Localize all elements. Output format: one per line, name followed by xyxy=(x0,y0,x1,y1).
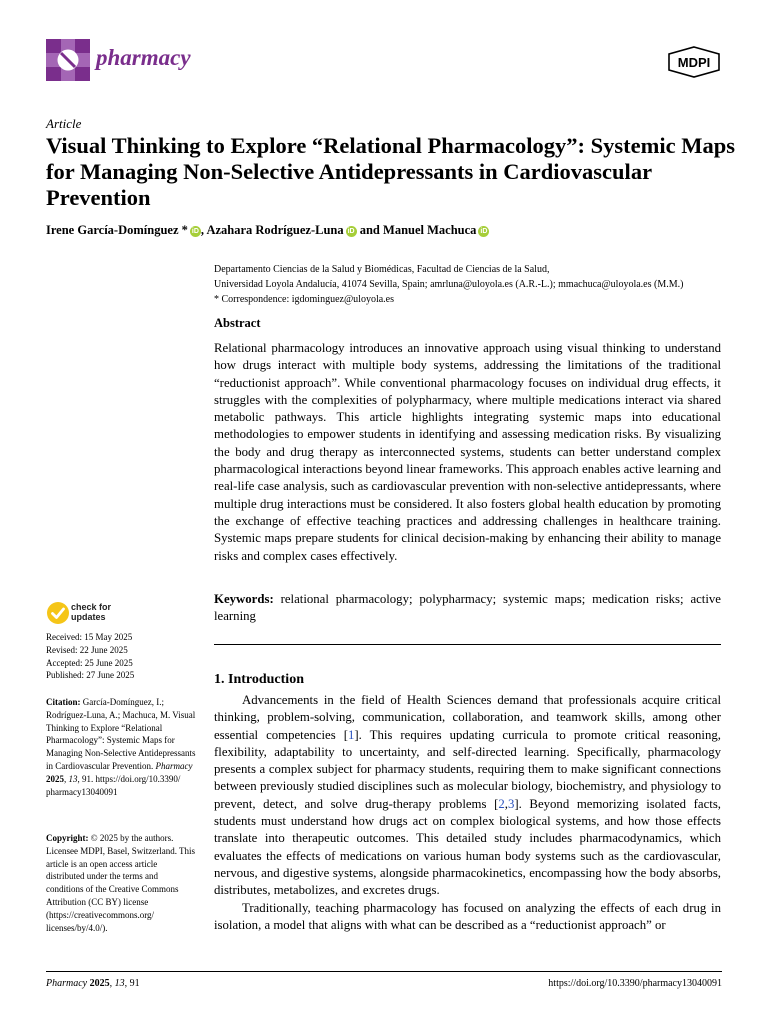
article-type: Article xyxy=(46,116,82,131)
citation-link[interactable]: 2 xyxy=(498,796,505,811)
footer-divider xyxy=(46,971,722,972)
text-run: ]. Beyond memorizing isolated facts, students must understand how drugs act on complex biological systems, and how those effects translate into therapeutic outcomes. This detailed study includes pharmacodynamics, which evaluates the effects of medications on various human body systems such as the cardiovascular, nervous, and digestive systems, alongside pharmacokinetics, encompassing how the body absorbs, distributes, metabolizes, and excretes drugs. xyxy=(214,796,721,898)
citation-doi[interactable]: , 91. https://doi.org/10.3390/ pharmacy13040091 xyxy=(46,773,181,797)
abstract-text: Relational pharmacology introduces an innovative approach using visual thinking to understand how drugs interact with multiple body systems, addressing the limitations of the traditional “reductionist approach”. While conventional pharmacology focuses on individual drug effects, it struggles with the complexities of polypharmacy, where multiple medications interact via shared metabolic pathways. This article highlights integrating systemic maps into educational methodologies to empower students in identifying and assessing medication risks. By visualizing the body and drug therapy as interconnected systems, students can better understand complex pharmacological interactions beyond linear frameworks. This approach enables active learning and real-life case analysis, such as cardiovascular prevention with non-selective antidepressants, where multiple drug interactions must be considered. It also fosters global health education by promoting the exchange of effective teaching practices and addressing challenges in healthcare training. Systemic maps prepare students for clinical decision-making by enhancing their ability to manage risks and complex cases effectively. xyxy=(214,341,721,563)
citation-volume: , 13 xyxy=(64,773,78,784)
keywords xyxy=(214,591,721,626)
check-updates-line: updates xyxy=(71,611,106,622)
published-date: Published: 27 June 2025 xyxy=(46,670,135,681)
publisher-name: MDPI xyxy=(677,55,711,70)
author-separator: and xyxy=(356,223,384,237)
citation-text: García-Domínguez, I.; Rodríguez-Luna, A.; Machuca, M. Visual Thinking to Explore “Relational Pharmacology”: Systemic Maps for Managing Non-Selective Antidepressants in Cardiovascular Prevention. xyxy=(46,697,196,771)
keywords-label: Keywords: xyxy=(214,592,274,606)
section-heading: 1. Introduction xyxy=(214,672,304,687)
text-run: ]. This requires updating curricula to promote critical reasoning, flexibility, adaptability to uncertainty, and self-directed learning. Specifically, pharmacology presents a complex subject for pharmacy students, requiring them to make significant connections between previously studied disciplines such as molecular biology, biochemistry, and physiology to prevent, detect, and solve drug-therapy problems [ xyxy=(214,727,721,811)
citation-block xyxy=(46,696,196,798)
journal-name[interactable]: pharmacy xyxy=(96,45,191,70)
footer-volume: , 13 xyxy=(109,978,125,989)
introduction-body xyxy=(214,692,721,934)
footer-citation xyxy=(46,978,140,989)
keywords-text: relational pharmacology; polypharmacy; systemic maps; medication risks; active learning xyxy=(214,592,721,624)
orcid-icon[interactable]: iD xyxy=(191,228,199,235)
author-name[interactable]: Azahara Rodríguez-Luna xyxy=(206,223,344,237)
abstract-heading: Abstract xyxy=(214,316,261,330)
citation-link[interactable]: 3 xyxy=(507,796,515,811)
author-separator: , xyxy=(200,223,207,237)
check-updates-icon xyxy=(46,601,70,625)
section-divider xyxy=(214,644,721,645)
footer-year: 2025 xyxy=(87,978,110,989)
footer-article-number: , 91 xyxy=(124,978,140,989)
author-name[interactable]: Irene García-Domínguez xyxy=(46,223,179,237)
footer-journal: Pharmacy xyxy=(46,978,88,989)
affiliation-line: Universidad Loyola Andalucía, 41074 Sevilla, Spain; amrluna@uloyola.es (A.R.-L.); mmachuca@uloyola.es (M.M.) xyxy=(214,279,684,290)
journal-logo-icon xyxy=(46,39,90,81)
text-run: , xyxy=(504,796,508,811)
author-list xyxy=(46,223,489,238)
citation-label: Citation: xyxy=(46,697,81,707)
copyright-label: Copyright: xyxy=(46,833,89,843)
check-for-updates-badge[interactable] xyxy=(46,601,126,627)
copyright-block xyxy=(46,832,196,934)
correspondence-line: * Correspondence: igdominguez@uloyola.es xyxy=(214,294,394,305)
check-updates-label xyxy=(71,603,111,622)
citation-year: 2025 xyxy=(46,773,64,784)
footer-doi-link[interactable]: https://doi.org/10.3390/pharmacy13040091 xyxy=(548,978,722,989)
author-name[interactable]: Manuel Machuca xyxy=(383,223,477,237)
received-date: Received: 15 May 2025 xyxy=(46,632,133,642)
text-run: Advancements in the field of Health Sciences demand that professionals acquire critical thinking, problem-solving, communication, collaboration, and teamwork skills, among other essential competencies [ xyxy=(214,693,721,742)
paragraph xyxy=(214,692,721,900)
paragraph: Traditionally, teaching pharmacology has focused on analyzing the effects of each drug in isolation, a model that aligns with what can be described as a “reductionist approach” or xyxy=(214,900,721,932)
mdpi-logo-icon[interactable] xyxy=(666,46,722,78)
revised-date: Revised: 22 June 2025 xyxy=(46,644,128,655)
affiliation-block xyxy=(214,262,734,307)
publication-dates xyxy=(46,631,134,682)
corresponding-mark: * xyxy=(178,223,188,237)
orcid-icon[interactable]: iD xyxy=(347,228,355,235)
article-title: Visual Thinking to Explore “Relational Pharmacology”: Systemic Maps for Managing Non-Selective Antidepressants in Cardiovascular Prevention xyxy=(46,133,735,210)
copyright-text: © 2025 by the authors. Licensee MDPI, Basel, Switzerland. This article is an open access article distributed under the terms and conditions of the Creative Commons Attribution (CC BY) license (https://creativecommons.org/ licenses/by/4.0/). xyxy=(46,833,196,933)
orcid-icon[interactable]: iD xyxy=(480,228,488,235)
accepted-date: Accepted: 25 June 2025 xyxy=(46,657,133,668)
citation-link[interactable]: 1 xyxy=(347,727,355,742)
affiliation-line: Departamento Ciencias de la Salud y Biomédicas, Facultad de Ciencias de la Salud, xyxy=(214,264,550,275)
citation-journal: Pharmacy xyxy=(155,760,193,771)
check-updates-line: check for xyxy=(71,602,112,612)
